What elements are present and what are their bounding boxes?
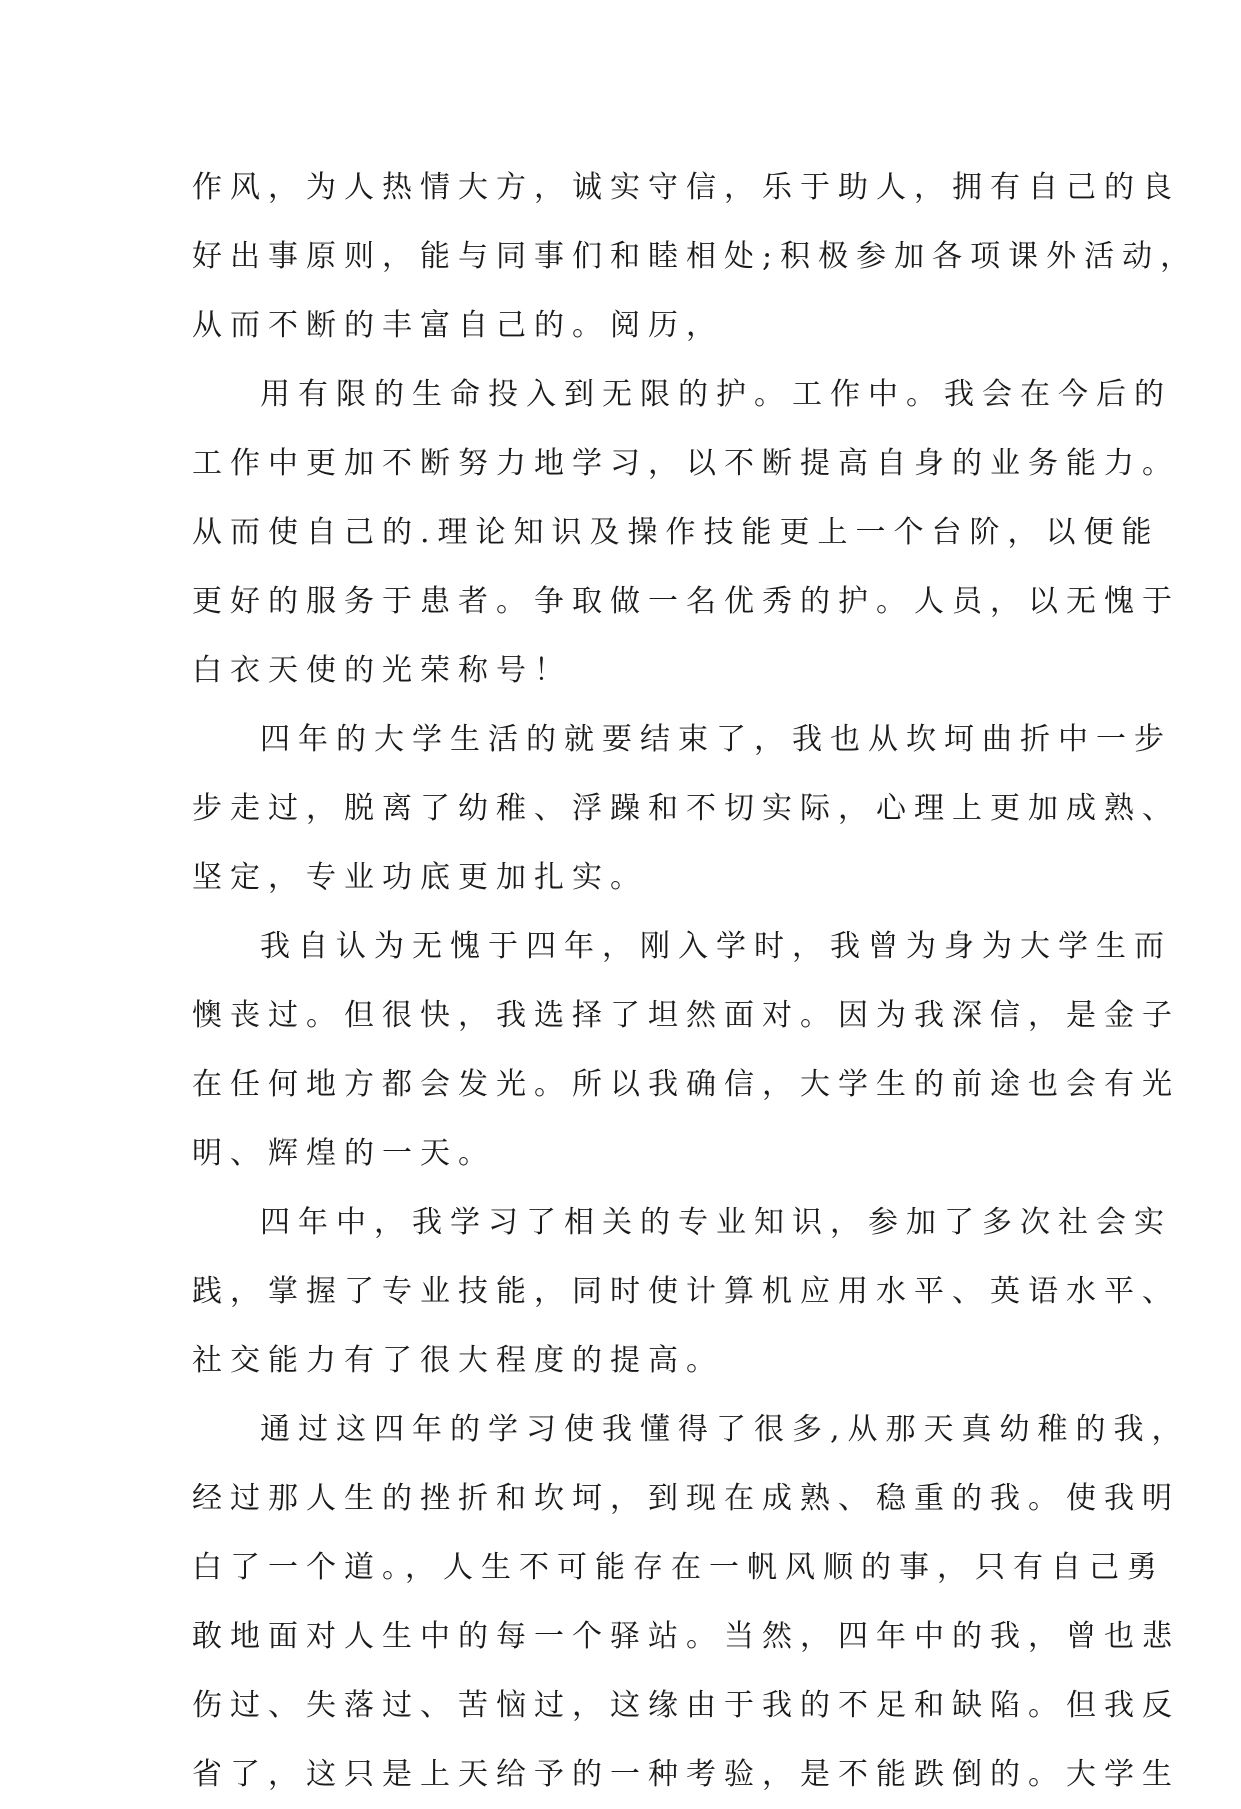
text-line: 更好的服务于患者。争取做一名优秀的护。人员，以无愧于 bbox=[192, 584, 1180, 619]
text-line: 白衣天使的光荣称号！ bbox=[192, 653, 572, 688]
text-line: 从而使自己的.理论知识及操作技能更上一个台阶，以便能 bbox=[192, 515, 1160, 550]
document-body bbox=[192, 153, 1199, 1809]
text-line: 伤过、失落过、苦恼过，这缘由于我的不足和缺陷。但我反 bbox=[192, 1688, 1180, 1723]
text-line: 明、辉煌的一天。 bbox=[192, 1136, 496, 1171]
text-line: 社交能力有了很大程度的提高。 bbox=[192, 1343, 724, 1378]
text-line: 四年中，我学习了相关的专业知识，参加了多次社会实 bbox=[260, 1205, 1172, 1240]
text-line: 在任何地方都会发光。所以我确信，大学生的前途也会有光 bbox=[192, 1067, 1180, 1102]
text-line: 通过这四年的学习使我懂得了很多,从那天真幼稚的我， bbox=[260, 1412, 1190, 1447]
text-line: 敢地面对人生中的每一个驿站。当然，四年中的我，曾也悲 bbox=[192, 1619, 1180, 1654]
text-line: 四年的大学生活的就要结束了，我也从坎坷曲折中一步 bbox=[260, 722, 1172, 757]
text-line: 工作中更加不断努力地学习，以不断提高自身的业务能力。 bbox=[192, 446, 1180, 481]
text-line: 从而不断的丰富自己的。阅历， bbox=[192, 308, 724, 343]
text-line: 白了一个道。，人生不可能存在一帆风顺的事，只有自己勇 bbox=[192, 1550, 1165, 1585]
text-line: 好出事原则，能与同事们和睦相处;积极参加各项课外活动， bbox=[192, 239, 1199, 274]
text-line: 我自认为无愧于四年，刚入学时，我曾为身为大学生而 bbox=[260, 929, 1172, 964]
text-line: 省了，这只是上天给予的一种考验，是不能跌倒的。大学生 bbox=[192, 1757, 1180, 1792]
text-line: 作风，为人热情大方，诚实守信，乐于助人，拥有自己的良 bbox=[192, 170, 1180, 205]
text-line: 践，掌握了专业技能，同时使计算机应用水平、英语水平、 bbox=[192, 1274, 1180, 1309]
text-line: 懊丧过。但很快，我选择了坦然面对。因为我深信，是金子 bbox=[192, 998, 1180, 1033]
text-line: 步走过，脱离了幼稚、浮躁和不切实际，心理上更加成熟、 bbox=[192, 791, 1180, 826]
text-line: 用有限的生命投入到无限的护。工作中。我会在今后的 bbox=[260, 377, 1172, 412]
text-line: 坚定，专业功底更加扎实。 bbox=[192, 860, 648, 895]
text-line: 经过那人生的挫折和坎坷，到现在成熟、稳重的我。使我明 bbox=[192, 1481, 1180, 1516]
